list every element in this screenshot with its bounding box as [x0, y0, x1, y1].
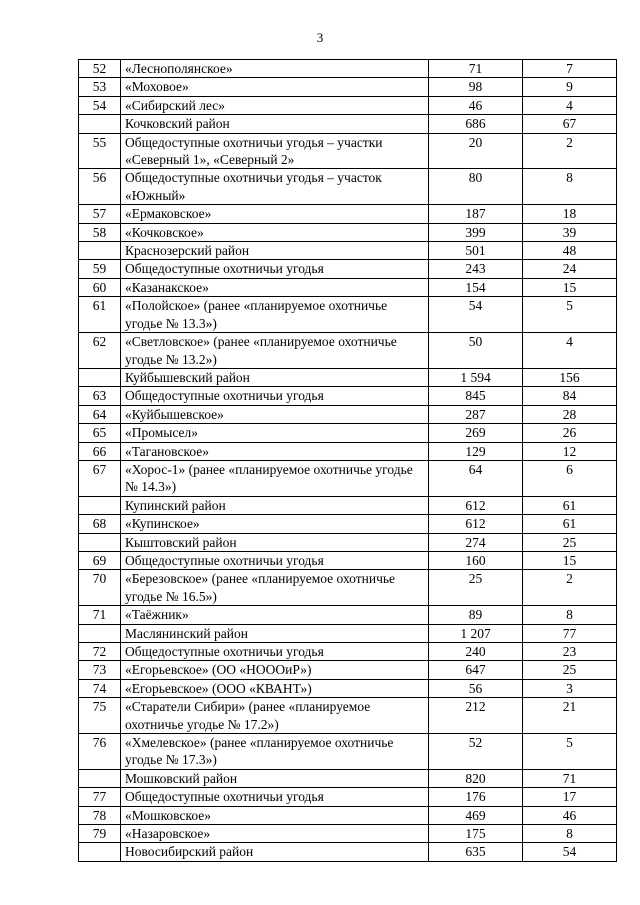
table-row	[79, 643, 617, 661]
row-number-cell: 65	[79, 424, 121, 442]
row-number-cell: 74	[79, 679, 121, 697]
table-row	[79, 260, 617, 278]
hunting-ground-name-cell: Общедоступные охотничьи угодья	[121, 643, 429, 661]
row-number-cell: 64	[79, 405, 121, 423]
hunting-ground-name-cell: Кочковский район	[121, 115, 429, 133]
row-number-cell: 61	[79, 297, 121, 333]
row-number-cell: 68	[79, 515, 121, 533]
row-number-cell: 60	[79, 278, 121, 296]
value-cell-1: 612	[429, 496, 523, 514]
hunting-ground-name-cell: «Полойское» (ранее «планируемое охотничье угодье № 13.3»)	[121, 297, 429, 333]
value-cell-1: 54	[429, 297, 523, 333]
value-cell-1: 98	[429, 78, 523, 96]
row-number-cell: 79	[79, 825, 121, 843]
value-cell-2: 18	[523, 205, 617, 223]
hunting-ground-name-cell: Краснозерский район	[121, 242, 429, 260]
table-row	[79, 698, 617, 734]
district-subtotal-row	[79, 115, 617, 133]
table-row	[79, 661, 617, 679]
value-cell-2: 6	[523, 460, 617, 496]
table-row	[79, 606, 617, 624]
value-cell-1: 243	[429, 260, 523, 278]
value-cell-1: 274	[429, 533, 523, 551]
value-cell-1: 1 207	[429, 624, 523, 642]
value-cell-2: 5	[523, 734, 617, 770]
row-number-cell: 76	[79, 734, 121, 770]
value-cell-1: 501	[429, 242, 523, 260]
row-number-cell	[79, 368, 121, 386]
hunting-ground-name-cell: Кыштовский район	[121, 533, 429, 551]
value-cell-1: 176	[429, 788, 523, 806]
value-cell-1: 686	[429, 115, 523, 133]
row-number-cell: 62	[79, 333, 121, 369]
value-cell-2: 5	[523, 297, 617, 333]
value-cell-1: 240	[429, 643, 523, 661]
district-subtotal-row	[79, 368, 617, 386]
value-cell-2: 4	[523, 96, 617, 114]
row-number-cell	[79, 115, 121, 133]
hunting-ground-name-cell: «Моховое»	[121, 78, 429, 96]
table-row	[79, 333, 617, 369]
value-cell-1: 129	[429, 442, 523, 460]
row-number-cell: 55	[79, 133, 121, 169]
hunting-ground-name-cell: «Мошковское»	[121, 806, 429, 824]
row-number-cell: 59	[79, 260, 121, 278]
value-cell-2: 4	[523, 333, 617, 369]
hunting-ground-name-cell: «Светловское» (ранее «планируемое охотничье угодье № 13.2»)	[121, 333, 429, 369]
hunting-ground-name-cell: «Куйбышевское»	[121, 405, 429, 423]
value-cell-1: 154	[429, 278, 523, 296]
value-cell-2: 46	[523, 806, 617, 824]
value-cell-2: 48	[523, 242, 617, 260]
value-cell-1: 56	[429, 679, 523, 697]
table-row	[79, 405, 617, 423]
value-cell-2: 24	[523, 260, 617, 278]
value-cell-2: 71	[523, 769, 617, 787]
value-cell-2: 25	[523, 533, 617, 551]
value-cell-2: 15	[523, 551, 617, 569]
row-number-cell: 72	[79, 643, 121, 661]
value-cell-2: 28	[523, 405, 617, 423]
value-cell-1: 80	[429, 169, 523, 205]
district-subtotal-row	[79, 624, 617, 642]
table-row	[79, 442, 617, 460]
district-subtotal-row	[79, 496, 617, 514]
value-cell-1: 50	[429, 333, 523, 369]
row-number-cell: 73	[79, 661, 121, 679]
hunting-ground-name-cell: «Таёжник»	[121, 606, 429, 624]
row-number-cell: 54	[79, 96, 121, 114]
hunting-ground-name-cell: Общедоступные охотничьи угодья	[121, 551, 429, 569]
value-cell-2: 26	[523, 424, 617, 442]
hunting-ground-name-cell: «Старатели Сибири» (ранее «планируемое охотничье угодье № 17.2»)	[121, 698, 429, 734]
table-row	[79, 205, 617, 223]
value-cell-2: 8	[523, 169, 617, 205]
hunting-ground-name-cell: «Назаровское»	[121, 825, 429, 843]
row-number-cell	[79, 242, 121, 260]
hunting-ground-name-cell: Куйбышевский район	[121, 368, 429, 386]
hunting-ground-name-cell: «Казанакское»	[121, 278, 429, 296]
table-row	[79, 297, 617, 333]
page-number: 3	[316, 30, 324, 45]
row-number-cell: 70	[79, 570, 121, 606]
value-cell-2: 2	[523, 570, 617, 606]
hunting-ground-name-cell: «Ермаковское»	[121, 205, 429, 223]
hunting-ground-name-cell: «Купинское»	[121, 515, 429, 533]
table-row	[79, 60, 617, 78]
row-number-cell: 57	[79, 205, 121, 223]
hunting-ground-name-cell: «Егорьевское» (ОО «НОООиР»)	[121, 661, 429, 679]
value-cell-1: 845	[429, 387, 523, 405]
table-row	[79, 424, 617, 442]
row-number-cell: 56	[79, 169, 121, 205]
hunting-ground-name-cell: «Промысел»	[121, 424, 429, 442]
table-row	[79, 551, 617, 569]
hunting-ground-name-cell: Мошковский район	[121, 769, 429, 787]
row-number-cell: 53	[79, 78, 121, 96]
row-number-cell: 63	[79, 387, 121, 405]
table-row	[79, 734, 617, 770]
row-number-cell	[79, 769, 121, 787]
hunting-ground-name-cell: Общедоступные охотничьи угодья	[121, 260, 429, 278]
value-cell-1: 89	[429, 606, 523, 624]
hunting-ground-name-cell: Общедоступные охотничьи угодья – участки «Северный 1», «Северный 2»	[121, 133, 429, 169]
table-row	[79, 460, 617, 496]
value-cell-2: 156	[523, 368, 617, 386]
district-subtotal-row	[79, 843, 617, 861]
row-number-cell	[79, 624, 121, 642]
row-number-cell	[79, 496, 121, 514]
table-row	[79, 825, 617, 843]
district-subtotal-row	[79, 533, 617, 551]
row-number-cell: 66	[79, 442, 121, 460]
hunting-ground-name-cell: Маслянинский район	[121, 624, 429, 642]
value-cell-1: 635	[429, 843, 523, 861]
value-cell-2: 17	[523, 788, 617, 806]
table-row	[79, 679, 617, 697]
row-number-cell: 77	[79, 788, 121, 806]
value-cell-2: 39	[523, 223, 617, 241]
hunting-ground-name-cell: «Егорьевское» (ООО «КВАНТ»)	[121, 679, 429, 697]
value-cell-1: 212	[429, 698, 523, 734]
value-cell-2: 84	[523, 387, 617, 405]
table-row	[79, 515, 617, 533]
table-row	[79, 806, 617, 824]
value-cell-1: 160	[429, 551, 523, 569]
hunting-ground-name-cell: «Хмелевское» (ранее «планируемое охотничье угодье № 17.3»)	[121, 734, 429, 770]
value-cell-1: 64	[429, 460, 523, 496]
value-cell-1: 469	[429, 806, 523, 824]
table-row	[79, 387, 617, 405]
hunting-ground-name-cell: «Березовское» (ранее «планируемое охотничье угодье № 16.5»)	[121, 570, 429, 606]
value-cell-2: 61	[523, 496, 617, 514]
hunting-ground-name-cell: «Тагановское»	[121, 442, 429, 460]
row-number-cell: 67	[79, 460, 121, 496]
value-cell-2: 7	[523, 60, 617, 78]
value-cell-1: 175	[429, 825, 523, 843]
value-cell-2: 54	[523, 843, 617, 861]
value-cell-2: 8	[523, 606, 617, 624]
hunting-ground-name-cell: Общедоступные охотничьи угодья – участок «Южный»	[121, 169, 429, 205]
value-cell-1: 187	[429, 205, 523, 223]
table-row	[79, 278, 617, 296]
row-number-cell: 78	[79, 806, 121, 824]
table-row	[79, 133, 617, 169]
table-row	[79, 223, 617, 241]
value-cell-1: 20	[429, 133, 523, 169]
value-cell-2: 8	[523, 825, 617, 843]
hunting-ground-name-cell: «Хорос-1» (ранее «планируемое охотничье угодье № 14.3»)	[121, 460, 429, 496]
table-row	[79, 169, 617, 205]
row-number-cell: 71	[79, 606, 121, 624]
hunting-ground-name-cell: Купинский район	[121, 496, 429, 514]
value-cell-2: 21	[523, 698, 617, 734]
row-number-cell: 52	[79, 60, 121, 78]
value-cell-1: 1 594	[429, 368, 523, 386]
value-cell-1: 71	[429, 60, 523, 78]
table-row	[79, 788, 617, 806]
district-subtotal-row	[79, 242, 617, 260]
value-cell-1: 287	[429, 405, 523, 423]
value-cell-1: 25	[429, 570, 523, 606]
value-cell-1: 647	[429, 661, 523, 679]
value-cell-2: 23	[523, 643, 617, 661]
value-cell-1: 399	[429, 223, 523, 241]
value-cell-1: 46	[429, 96, 523, 114]
row-number-cell: 69	[79, 551, 121, 569]
hunting-ground-name-cell: Общедоступные охотничьи угодья	[121, 387, 429, 405]
value-cell-2: 67	[523, 115, 617, 133]
hunting-ground-name-cell: «Леснополянское»	[121, 60, 429, 78]
value-cell-2: 3	[523, 679, 617, 697]
hunting-ground-name-cell: «Кочковское»	[121, 223, 429, 241]
district-subtotal-row	[79, 769, 617, 787]
row-number-cell: 75	[79, 698, 121, 734]
value-cell-2: 9	[523, 78, 617, 96]
value-cell-1: 269	[429, 424, 523, 442]
value-cell-2: 2	[523, 133, 617, 169]
hunting-ground-name-cell: Новосибирский район	[121, 843, 429, 861]
row-number-cell	[79, 533, 121, 551]
value-cell-2: 15	[523, 278, 617, 296]
value-cell-1: 52	[429, 734, 523, 770]
value-cell-1: 820	[429, 769, 523, 787]
table-row	[79, 570, 617, 606]
row-number-cell	[79, 843, 121, 861]
table-body	[79, 60, 617, 862]
value-cell-2: 12	[523, 442, 617, 460]
table-row	[79, 96, 617, 114]
hunting-ground-name-cell: «Сибирский лес»	[121, 96, 429, 114]
quota-table	[78, 59, 617, 862]
row-number-cell: 58	[79, 223, 121, 241]
value-cell-2: 61	[523, 515, 617, 533]
value-cell-2: 25	[523, 661, 617, 679]
value-cell-2: 77	[523, 624, 617, 642]
hunting-ground-name-cell: Общедоступные охотничьи угодья	[121, 788, 429, 806]
table-row	[79, 78, 617, 96]
value-cell-1: 612	[429, 515, 523, 533]
